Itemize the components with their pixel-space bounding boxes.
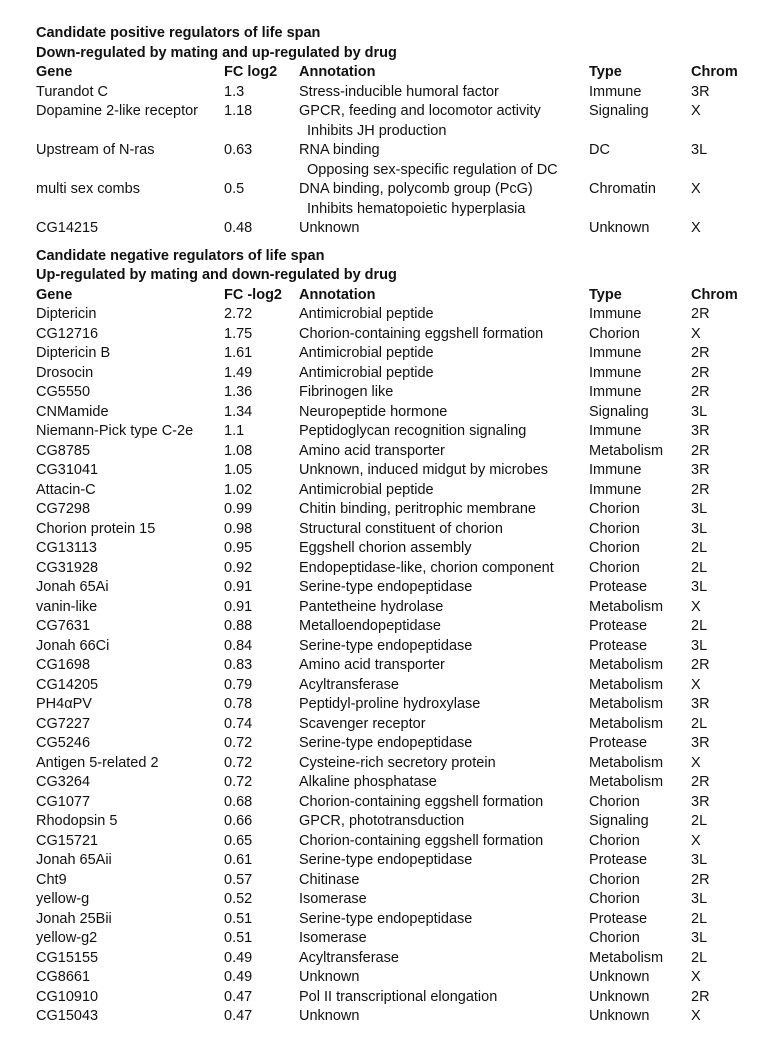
type-cell: Immune (589, 462, 642, 478)
annotation-cell: Chorion-containing eggshell formation (299, 325, 544, 342)
type-cell: Chorion (589, 325, 640, 342)
chrom-cell: 2R (691, 988, 710, 1005)
annotation-cell: GPCR, feeding and locomotor activity (299, 103, 541, 119)
table-row (36, 793, 756, 813)
gene-cell: CG14215 (36, 220, 99, 236)
fc-cell: 0.74 (224, 715, 253, 732)
table-row (36, 734, 756, 754)
gene-cell: Turandot C (36, 83, 108, 100)
header-annotation: Annotation (299, 64, 376, 80)
section-title: Candidate positive regulators of life span (36, 25, 321, 41)
header-fc: FC log2 (224, 64, 278, 80)
gene-cell: Chorion protein 15 (36, 520, 156, 537)
gene-cell: CG5246 (36, 735, 91, 751)
gene-cell: CG8785 (36, 442, 91, 459)
table-row (36, 910, 756, 930)
header-gene: Gene (36, 286, 73, 303)
table-row (36, 539, 756, 559)
table-row (36, 851, 756, 871)
gene-cell: yellow-g (36, 891, 90, 907)
type-cell: Signaling (589, 813, 649, 829)
gene-cell: CG1077 (36, 793, 91, 810)
fc-cell: 0.66 (224, 813, 253, 829)
gene-cell: CG15721 (36, 832, 99, 849)
type-cell: Metabolism (589, 754, 664, 771)
annotation-cell: Cysteine-rich secretory protein (299, 754, 496, 771)
gene-cell: Jonah 65Ai (36, 579, 109, 595)
table-row (36, 695, 756, 715)
chrom-cell: 2R (691, 481, 710, 498)
gene-cell: Diptericin (36, 306, 97, 322)
gene-cell: Attacin-C (36, 481, 96, 498)
fc-cell: 1.49 (224, 364, 253, 381)
chrom-cell: 3L (691, 852, 708, 868)
gene-table-document (36, 24, 756, 1027)
table-row (36, 442, 756, 462)
fc-cell: 0.63 (224, 142, 253, 158)
table-row (36, 344, 756, 364)
type-cell: Metabolism (589, 774, 664, 790)
type-cell: Signaling (589, 103, 649, 119)
table-header (36, 63, 756, 83)
chrom-cell: 2R (691, 657, 710, 673)
annotation-cell: Serine-type endopeptidase (299, 637, 473, 654)
fc-cell: 0.98 (224, 520, 253, 537)
annotation-cell: Acyltransferase (299, 676, 399, 693)
chrom-cell: X (691, 1008, 701, 1024)
chrom-cell: 3R (691, 696, 710, 712)
type-cell: Chorion (589, 520, 640, 537)
type-cell: Unknown (589, 969, 650, 985)
fc-cell: 0.61 (224, 852, 253, 868)
table-row (36, 325, 756, 345)
gene-cell: CG31041 (36, 462, 99, 478)
annotation-cell: Alkaline phosphatase (299, 774, 437, 790)
gene-cell: Jonah 66Ci (36, 637, 110, 654)
gene-cell: CG13113 (36, 540, 97, 556)
gene-cell: CG31928 (36, 559, 99, 576)
gene-cell: vanin-like (36, 598, 98, 615)
header-chrom: Chrom (691, 64, 738, 80)
section-gap (36, 239, 756, 247)
fc-cell: 0.91 (224, 598, 253, 615)
chrom-cell: X (691, 676, 701, 693)
fc-cell: 0.48 (224, 220, 253, 236)
fc-cell: 1.3 (224, 83, 245, 100)
table-row (36, 871, 756, 891)
table-row (36, 773, 756, 793)
annotation-cell: Amino acid transporter (299, 657, 445, 673)
table-row (36, 656, 756, 676)
annotation-cell: Unknown (299, 1008, 360, 1024)
table-row (36, 949, 756, 969)
type-cell: Immune (589, 423, 642, 439)
chrom-cell: 2L (691, 813, 708, 829)
fc-cell: 0.88 (224, 618, 253, 634)
negative-regulators-section (36, 247, 756, 1027)
table-row (36, 812, 756, 832)
chrom-cell: X (691, 325, 701, 342)
chrom-cell: X (691, 220, 701, 236)
annotation-cell: Antimicrobial peptide (299, 345, 434, 361)
gene-cell: Niemann-Pick type C-2e (36, 423, 194, 439)
gene-cell: CG7631 (36, 618, 91, 634)
gene-cell: CG12716 (36, 325, 99, 342)
table-row (36, 676, 756, 696)
gene-cell: CG15155 (36, 949, 99, 966)
annotation-cell: Unknown (299, 969, 360, 985)
annotation-cell: Isomerase (299, 930, 367, 946)
type-cell: Metabolism (589, 715, 664, 732)
type-cell: Metabolism (589, 949, 664, 966)
chrom-cell: 3L (691, 142, 708, 158)
positive-regulators-section (36, 24, 756, 239)
type-cell: Immune (589, 364, 642, 381)
gene-cell: CNMamide (36, 403, 109, 420)
gene-cell: PH4αPV (36, 696, 92, 712)
table-row (36, 929, 756, 949)
fc-cell: 0.91 (224, 579, 253, 595)
fc-cell: 0.92 (224, 559, 253, 576)
type-cell: Immune (589, 384, 642, 400)
type-cell: Chorion (589, 793, 640, 810)
annotation-cell: Chorion-containing eggshell formation (299, 793, 544, 810)
chrom-cell: X (691, 832, 701, 849)
chrom-cell: 3R (691, 83, 710, 100)
fc-cell: 1.08 (224, 442, 253, 459)
table-row (36, 598, 756, 618)
gene-cell: Cht9 (36, 871, 67, 888)
fc-cell: 1.05 (224, 462, 253, 478)
chrom-cell: 2L (691, 910, 708, 927)
fc-cell: 0.79 (224, 676, 253, 693)
type-cell: Signaling (589, 403, 649, 420)
chrom-cell: 2R (691, 442, 710, 459)
fc-cell: 1.36 (224, 384, 253, 400)
table-row (36, 141, 756, 161)
header-gene: Gene (36, 64, 73, 80)
chrom-cell: 2R (691, 384, 710, 400)
header-chrom: Chrom (691, 286, 738, 303)
type-cell: Chorion (589, 559, 640, 576)
type-cell: Chorion (589, 930, 640, 946)
fc-cell: 0.84 (224, 637, 253, 654)
annotation-cell: Neuropeptide hormone (299, 403, 448, 420)
annotation-cell: Unknown (299, 220, 360, 236)
gene-cell: multi sex combs (36, 181, 140, 197)
fc-cell: 2.72 (224, 306, 253, 322)
table-row (36, 832, 756, 852)
gene-cell: CG10910 (36, 988, 99, 1005)
chrom-cell: 3R (691, 462, 710, 478)
annotation-cell: Pol II transcriptional elongation (299, 988, 498, 1005)
chrom-cell: 2L (691, 540, 708, 556)
section-subtitle: Down-regulated by mating and up-regulated by drug (36, 44, 397, 61)
type-cell: Unknown (589, 1008, 650, 1024)
header-type: Type (589, 286, 622, 303)
annotation-cell: Structural constituent of chorion (299, 520, 503, 537)
annotation-cell: Amino acid transporter (299, 442, 445, 459)
annotation-cell: Scavenger receptor (299, 715, 426, 732)
annotation-continuation-cell: Inhibits hematopoietic hyperplasia (307, 200, 526, 217)
annotation-cell: Chitin binding, peritrophic membrane (299, 501, 536, 517)
chrom-cell: 2R (691, 364, 710, 381)
table-row (36, 988, 756, 1008)
annotation-cell: Antimicrobial peptide (299, 481, 434, 498)
fc-cell: 1.75 (224, 325, 253, 342)
fc-cell: 0.83 (224, 657, 253, 673)
type-cell: Immune (589, 83, 642, 100)
annotation-cell: Chorion-containing eggshell formation (299, 832, 544, 849)
type-cell: DC (589, 142, 610, 158)
gene-cell: CG7227 (36, 715, 91, 732)
table-row (36, 219, 756, 239)
table-row (36, 403, 756, 423)
table-row (36, 754, 756, 774)
header-type: Type (589, 64, 622, 80)
type-cell: Immune (589, 481, 642, 498)
fc-cell: 0.68 (224, 793, 253, 810)
fc-cell: 0.47 (224, 988, 253, 1005)
table-row (36, 102, 756, 122)
table-row (36, 637, 756, 657)
table-row (36, 305, 756, 325)
chrom-cell: 3R (691, 423, 710, 439)
annotation-cell: Serine-type endopeptidase (299, 579, 473, 595)
type-cell: Chorion (589, 540, 640, 556)
type-cell: Unknown (589, 220, 650, 236)
fc-cell: 0.95 (224, 540, 253, 556)
gene-cell: CG1698 (36, 657, 91, 673)
table-row-continuation (36, 161, 756, 181)
table-row (36, 383, 756, 403)
chrom-cell: 2R (691, 774, 710, 790)
chrom-cell: 3R (691, 793, 710, 810)
annotation-continuation-cell: Inhibits JH production (307, 122, 447, 139)
gene-cell: yellow-g2 (36, 930, 98, 946)
section-title: Candidate negative regulators of life span (36, 247, 325, 264)
table-row (36, 364, 756, 384)
type-cell: Protease (589, 579, 648, 595)
type-cell: Chorion (589, 832, 640, 849)
table-row (36, 890, 756, 910)
annotation-cell: Peptidoglycan recognition signaling (299, 423, 527, 439)
type-cell: Protease (589, 910, 648, 927)
annotation-cell: Peptidyl-proline hydroxylase (299, 696, 481, 712)
type-cell: Chorion (589, 501, 640, 517)
gene-cell: Upstream of N-ras (36, 142, 155, 158)
fc-cell: 0.72 (224, 774, 253, 790)
fc-cell: 1.34 (224, 403, 253, 420)
table-row (36, 180, 756, 200)
fc-cell: 1.1 (224, 423, 245, 439)
table-row (36, 461, 756, 481)
table-row (36, 500, 756, 520)
table-row (36, 83, 756, 103)
gene-cell: Antigen 5-related 2 (36, 754, 159, 771)
chrom-cell: 3L (691, 637, 708, 654)
chrom-cell: 2L (691, 559, 708, 576)
fc-cell: 0.49 (224, 949, 253, 966)
annotation-continuation-cell: Opposing sex-specific regulation of DC (307, 161, 558, 178)
table-row (36, 422, 756, 442)
fc-cell: 0.49 (224, 969, 253, 985)
fc-cell: 0.51 (224, 930, 253, 946)
table-row (36, 715, 756, 735)
gene-cell: Jonah 65Aii (36, 852, 112, 868)
type-cell: Metabolism (589, 676, 664, 693)
fc-cell: 0.65 (224, 832, 253, 849)
table-row-continuation (36, 122, 756, 142)
gene-cell: CG3264 (36, 774, 91, 790)
table-row (36, 968, 756, 988)
annotation-cell: Metalloendopeptidase (299, 618, 441, 634)
type-cell: Protease (589, 618, 648, 634)
gene-cell: CG8661 (36, 969, 91, 985)
table-row (36, 1007, 756, 1027)
fc-cell: 1.61 (224, 345, 253, 361)
annotation-cell: Pantetheine hydrolase (299, 598, 444, 615)
chrom-cell: X (691, 754, 701, 771)
annotation-cell: RNA binding (299, 142, 380, 158)
gene-cell: Diptericin B (36, 345, 111, 361)
fc-cell: 1.18 (224, 103, 253, 119)
chrom-cell: X (691, 969, 701, 985)
annotation-cell: Acyltransferase (299, 949, 399, 966)
gene-cell: Drosocin (36, 364, 94, 381)
chrom-cell: X (691, 103, 701, 119)
table-row (36, 481, 756, 501)
annotation-cell: Fibrinogen like (299, 384, 394, 400)
annotation-cell: Antimicrobial peptide (299, 364, 434, 381)
type-cell: Protease (589, 637, 648, 654)
gene-cell: Rhodopsin 5 (36, 813, 118, 829)
type-cell: Chromatin (589, 181, 656, 197)
fc-cell: 0.51 (224, 910, 253, 927)
table-row (36, 578, 756, 598)
type-cell: Unknown (589, 988, 650, 1005)
annotation-cell: DNA binding, polycomb group (PcG) (299, 181, 533, 197)
table-row (36, 520, 756, 540)
section-subtitle: Up-regulated by mating and down-regulated by drug (36, 267, 397, 283)
type-cell: Chorion (589, 891, 640, 907)
chrom-cell: 3L (691, 579, 708, 595)
gene-cell: CG15043 (36, 1008, 99, 1024)
chrom-cell: 2L (691, 715, 708, 732)
type-cell: Metabolism (589, 696, 664, 712)
type-cell: Metabolism (589, 598, 664, 615)
annotation-cell: Stress-inducible humoral factor (299, 83, 499, 100)
annotation-cell: Antimicrobial peptide (299, 306, 434, 322)
table-row (36, 617, 756, 637)
table-row-continuation (36, 200, 756, 220)
fc-cell: 0.78 (224, 696, 253, 712)
chrom-cell: X (691, 598, 701, 615)
gene-cell: Jonah 25Bii (36, 910, 112, 927)
chrom-cell: 2R (691, 345, 710, 361)
chrom-cell: 2L (691, 618, 708, 634)
table-body (36, 305, 756, 1027)
chrom-cell: 3L (691, 520, 708, 537)
annotation-cell: GPCR, phototransduction (299, 813, 465, 829)
annotation-cell: Serine-type endopeptidase (299, 852, 473, 868)
header-annotation: Annotation (299, 286, 376, 303)
fc-cell: 0.72 (224, 754, 253, 771)
gene-cell: CG7298 (36, 501, 91, 517)
fc-cell: 0.47 (224, 1008, 253, 1024)
fc-cell: 0.57 (224, 871, 253, 888)
chrom-cell: X (691, 181, 701, 197)
gene-cell: CG5550 (36, 384, 91, 400)
fc-cell: 1.02 (224, 481, 253, 498)
header-fc: FC -log2 (224, 286, 282, 303)
annotation-cell: Serine-type endopeptidase (299, 910, 473, 927)
chrom-cell: 2L (691, 949, 708, 966)
annotation-cell: Isomerase (299, 891, 367, 907)
chrom-cell: 3L (691, 403, 708, 420)
fc-cell: 0.5 (224, 181, 245, 197)
annotation-cell: Eggshell chorion assembly (299, 540, 472, 556)
type-cell: Chorion (589, 871, 640, 888)
type-cell: Metabolism (589, 442, 664, 459)
gene-cell: CG14205 (36, 676, 99, 693)
table-header (36, 286, 756, 306)
fc-cell: 0.72 (224, 735, 253, 751)
fc-cell: 0.99 (224, 501, 253, 517)
type-cell: Immune (589, 345, 642, 361)
type-cell: Protease (589, 852, 648, 868)
table-body (36, 83, 756, 239)
annotation-cell: Serine-type endopeptidase (299, 735, 473, 751)
chrom-cell: 3L (691, 891, 708, 907)
fc-cell: 0.52 (224, 891, 253, 907)
chrom-cell: 3L (691, 930, 708, 946)
type-cell: Protease (589, 735, 648, 751)
annotation-cell: Unknown, induced midgut by microbes (299, 462, 549, 478)
chrom-cell: 3L (691, 501, 708, 517)
gene-cell: Dopamine 2-like receptor (36, 103, 198, 119)
type-cell: Immune (589, 306, 642, 322)
annotation-cell: Chitinase (299, 871, 360, 888)
table-row (36, 559, 756, 579)
annotation-cell: Endopeptidase-like, chorion component (299, 559, 554, 576)
type-cell: Metabolism (589, 657, 664, 673)
chrom-cell: 2R (691, 306, 710, 322)
chrom-cell: 2R (691, 871, 710, 888)
chrom-cell: 3R (691, 735, 710, 751)
